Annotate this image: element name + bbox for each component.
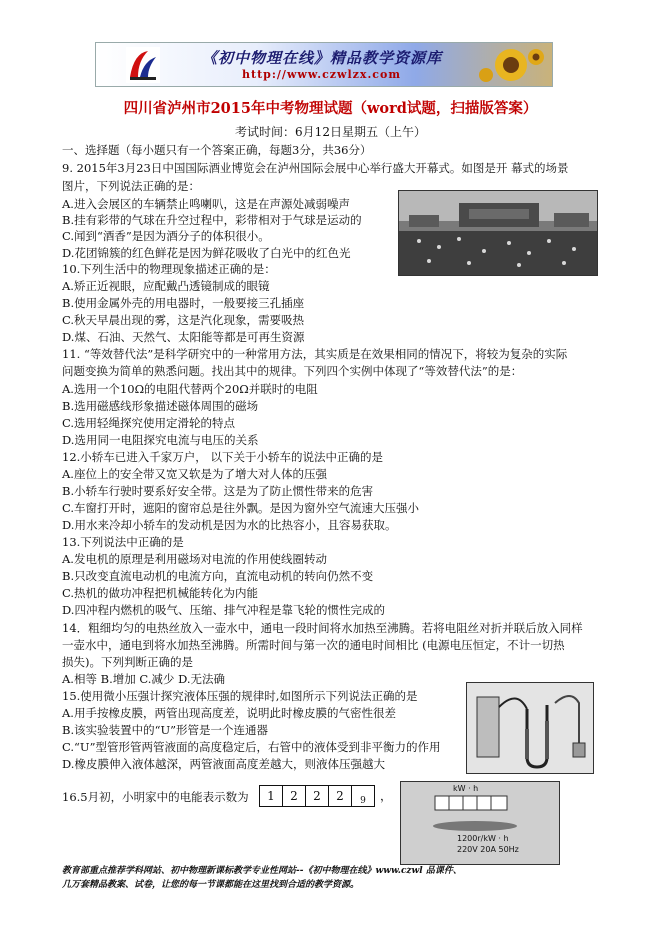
meter-digit: 2 xyxy=(328,785,352,807)
meter-suffix: ， xyxy=(380,789,393,803)
question-line: A.相等 B.增加 C.减少 D.无法确 xyxy=(62,672,226,686)
question-line: B.只改变直流电动机的电流方向，直流电动机的转向仍然不变 xyxy=(62,569,374,583)
question-line: A.发电机的原理是利用磁场对电流的作用使线圈转动 xyxy=(62,552,327,566)
question-line: A.进入会展区的车辆禁止鸣喇叭，这是在声源处减弱噪声 xyxy=(62,197,350,211)
question-line: A.选用一个10Ω的电阻代替两个20Ω并联时的电阻 xyxy=(62,382,318,396)
footer-line-2: 几万套精品教案、试卷，让您的每一节课都能在这里找到合适的教学资源。 xyxy=(62,880,360,890)
banner-title: 《初中物理在线》精品教学资源库 xyxy=(202,49,443,67)
question-line: B.挂有彩带的气球在升空过程中，彩带相对于气球是运动的 xyxy=(62,213,362,227)
page-title: 四川省泸州市2015年中考物理试题（word试题，扫描版答案） xyxy=(123,100,538,117)
question-line: A.座位上的安全带又宽又软是为了增大对人体的压强 xyxy=(62,467,327,481)
question-line: D.煤、石油、天然气、太阳能等都是可再生资源 xyxy=(62,330,305,344)
question-line: A.矫正近视眼，应配戴凸透镜制成的眼镜 xyxy=(62,279,270,293)
question-line: 12.小轿车已进入千家万户， 以下关于小轿车的说法中正确的是 xyxy=(62,450,383,464)
question-line: 一壶水中，通电到将水加热至沸腾。所需时间与第一次的通电时间相比 (电源电压恒定，不计一切热 xyxy=(62,638,565,652)
meter-digit: 2 xyxy=(282,785,306,807)
exam-time: 考试时间：6月12日星期五（上午） xyxy=(235,125,426,139)
question-line: 问题变换为简单的熟悉问题。找出其中的规律。下列四个实例中体现了“等效替代法”的是： xyxy=(62,364,523,378)
meter-rate-label: 1200r/kW · h xyxy=(457,834,509,843)
question-line: B.该实验装置中的“U”形管是一个连通器 xyxy=(62,723,269,737)
meter-reading xyxy=(259,785,392,807)
question-line: A.用手按橡皮膜，两管出现高度差，说明此时橡皮膜的气密性很差 xyxy=(62,706,396,720)
meter-unit-label: kW · h xyxy=(453,784,479,793)
question-line: 一、选择题（每小题只有一个答案正确，每题3分，共36分） xyxy=(62,143,372,157)
site-logo-icon xyxy=(126,47,160,83)
question-line: C.“U”型管形管两管液面的高度稳定后，右管中的液体受到非平衡力的作用 xyxy=(62,740,441,754)
meter-digit: 2 xyxy=(305,785,329,807)
question-line: D.四冲程内燃机的吸气、压缩、排气冲程是靠飞轮的惯性完成的 xyxy=(62,603,385,617)
meter-spec-label: 220V 20A 50Hz xyxy=(457,845,519,854)
question-line: C.车窗打开时，遮阳的窗帘总是往外飘。是因为窗外空气流速大压强小 xyxy=(62,501,420,515)
question-line: C.选用轻绳探究使用定滑轮的特点 xyxy=(62,416,236,430)
electric-meter-photo xyxy=(400,781,560,865)
question-line: D.选用同一电阻探究电流与电压的关系 xyxy=(62,433,259,447)
footer-line-1: 教育部重点推荐学科网站、初中物理新课标教学专业性网站--《初中物理在线》www.czwl 品课件、 xyxy=(62,866,462,876)
header-banner xyxy=(95,42,553,87)
question-line: 15.使用微小压强计探究液体压强的规律时,如图所示下列说法正确的是 xyxy=(62,689,418,703)
question-line: B.小轿车行驶时要系好安全带。这是为了防止惯性带来的危害 xyxy=(62,484,374,498)
question-line: 10.下列生活中的物理现象描述正确的是： xyxy=(62,262,276,276)
question-line: 图片，下列说法正确的是： xyxy=(62,179,200,193)
question-line: C.秋天早晨出现的雾，这是汽化现象，需要吸热 xyxy=(62,313,305,327)
question-line: 9. 2015年3月23日中国国际酒业博览会在泸州国际会展中心举行盛大开幕式。如图是开 幕式的场景 xyxy=(62,161,569,175)
question-line: D.花团锦簇的红色鲜花是因为鲜花吸收了白光中的红色光 xyxy=(62,246,351,260)
meter-digit-decimal: 9 xyxy=(351,785,375,807)
sunflower-icon xyxy=(476,45,546,85)
question-line: 16.5月初，小明家中的电能表示数为 xyxy=(62,790,249,804)
question-line: D.用水来冷却小轿车的发动机是因为水的比热容小，且容易获取。 xyxy=(62,518,397,532)
question-line: 损失)。下列判断正确的是 xyxy=(62,655,193,669)
question-line: D.橡皮膜伸入液体越深，两管液面高度差越大，则液体压强越大 xyxy=(62,757,385,771)
question-line: 13.下列说法中正确的是 xyxy=(62,535,184,549)
question-line: 11. “等效替代法”是科学研究中的一种常用方法，其实质是在效果相同的情况下，将较为复杂的实际 xyxy=(62,347,568,361)
banner-url: http://www.czwlzx.com xyxy=(242,68,401,81)
question-line: B.选用磁感线形象描述磁体周围的磁场 xyxy=(62,399,259,413)
page-footer xyxy=(62,864,602,892)
question-line: C.热机的做功冲程把机械能转化为内能 xyxy=(62,586,259,600)
meter-digit: 1 xyxy=(259,785,283,807)
question-line: C.闻到“酒香”是因为酒分子的体积很小。 xyxy=(62,229,270,243)
question-line: 14．粗细均匀的电热丝放入一壶水中，通电一段时间将水加热至沸腾。若将电阻丝对折并联后放入同样 xyxy=(62,621,583,635)
u-tube-manometer-figure xyxy=(466,682,594,774)
question-line: B.使用金属外壳的用电器时，一般要接三孔插座 xyxy=(62,296,305,310)
exhibition-photo xyxy=(398,190,598,276)
